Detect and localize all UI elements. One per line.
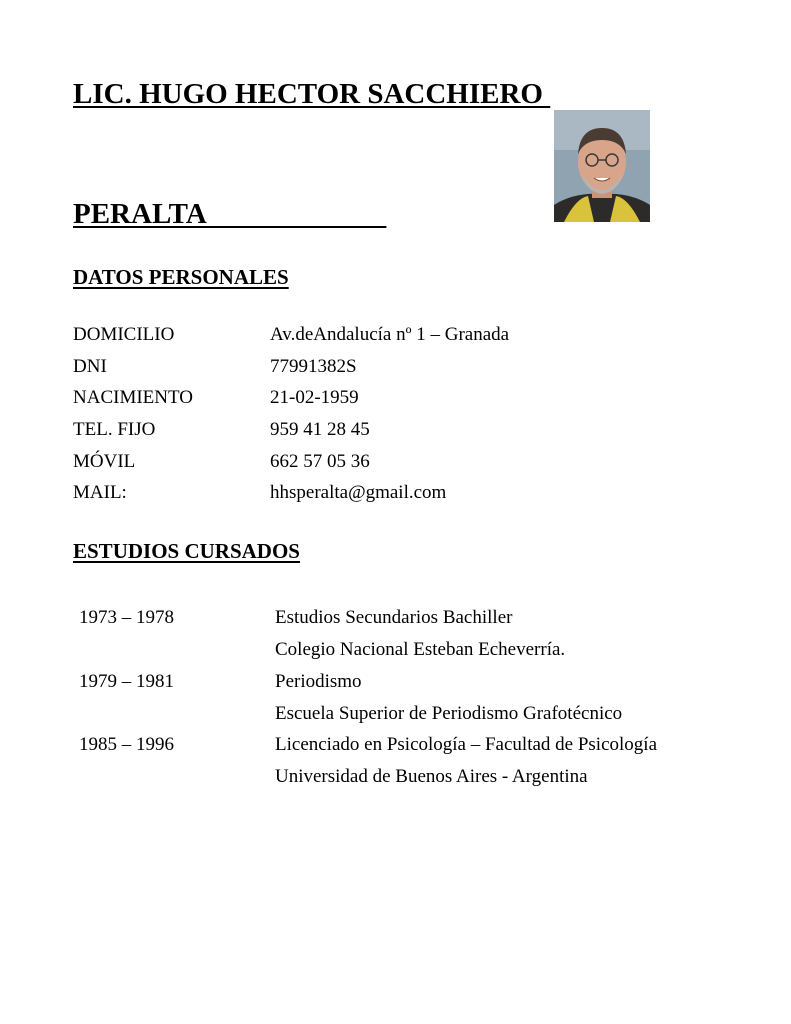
study-years: 1979 – 1981 bbox=[79, 671, 174, 692]
portrait-photo bbox=[554, 110, 650, 222]
label-mail: MAIL: bbox=[73, 482, 127, 503]
value-mail: hhsperalta@gmail.com bbox=[270, 482, 447, 503]
study-text: Universidad de Buenos Aires - Argentina bbox=[275, 766, 588, 787]
study-years: 1973 – 1978 bbox=[79, 607, 174, 628]
study-text: Escuela Superior de Periodismo Grafotécnico bbox=[275, 703, 623, 724]
value-nacimiento: 21-02-1959 bbox=[270, 387, 359, 408]
study-text: Colegio Nacional Esteban Echeverría. bbox=[275, 639, 566, 660]
value-movil: 662 57 05 36 bbox=[270, 451, 370, 472]
value-domicilio: Av.deAndalucía nº 1 – Granada bbox=[270, 324, 510, 345]
portrait-photo-icon bbox=[554, 110, 650, 222]
section-heading-personal: DATOS PERSONALES bbox=[73, 265, 289, 289]
label-dni: DNI bbox=[73, 356, 107, 377]
study-years: 1985 – 1996 bbox=[79, 734, 174, 755]
label-domicilio: DOMICILIO bbox=[73, 324, 175, 345]
label-tel-fijo: TEL. FIJO bbox=[73, 419, 156, 440]
name-line-2: PERALTA bbox=[73, 198, 387, 230]
section-heading-studies: ESTUDIOS CURSADOS bbox=[73, 539, 300, 563]
study-text: Periodismo bbox=[275, 671, 362, 692]
label-nacimiento: NACIMIENTO bbox=[73, 387, 193, 408]
name-line-1: LIC. HUGO HECTOR SACCHIERO bbox=[73, 78, 551, 110]
value-tel-fijo: 959 41 28 45 bbox=[270, 419, 370, 440]
study-text: Licenciado en Psicología – Facultad de Psicología bbox=[275, 734, 658, 755]
label-movil: MÓVIL bbox=[73, 451, 136, 472]
value-dni: 77991382S bbox=[270, 356, 357, 377]
study-text: Estudios Secundarios Bachiller bbox=[275, 607, 513, 628]
